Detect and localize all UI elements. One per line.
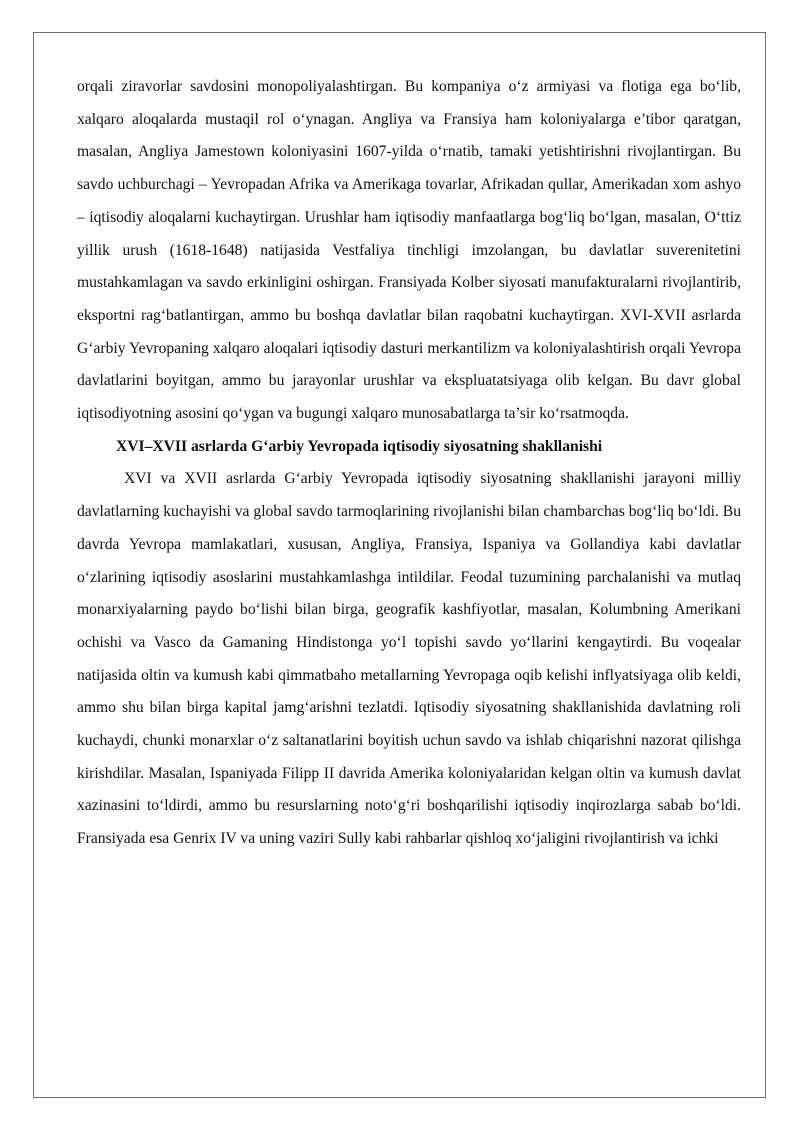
body-paragraph: XVI va XVII asrlarda G‘arbiy Yevropada iqtisodiy siyosatning shakllanishi jarayoni milliy davlatlarning kuchayishi va global savdo tarmoqlarining rivojlanishi bilan chambarchas bog‘liq bo‘ldi. Bu davrda Yevropa mamlakatlari, xususan, Angliya, Fransiya, Ispaniya va Gollandiya kabi davlatlar o‘zlarining iqtisodiy asoslarini mustahkamlashga intildilar. Feodal tuzumining parchalanishi va mutlaq monarxiyalarning paydo bo‘lishi bilan birga, geografik kashfiyotlar, masalan, Kolumbning Amerikani ochishi va Vasco da Gamaning Hindistonga yo‘l topishi savdo yo‘llarini kengaytirdi. Bu voqealar natijasida oltin va kumush kabi qimmatbaho metallarning Yevropaga oqib kelishi inflyatsiyaga olib keldi, ammo shu bilan birga kapital jamg‘arishni tezlatdi. Iqtisodiy siyosatning shakllanishida davlatning roli kuchaydi, chunki monarxlar o‘z saltanatlarini boyitish uchun savdo va ishlab chiqarishni nazorat qilishga kirishdilar. Masalan, Ispaniyada Filipp II davrida Amerika koloniyalaridan kelgan oltin va kumush davlat xazinasini to‘ldirdi, ammo bu resurslarning noto‘g‘ri boshqarilishi iqtisodiy inqirozlarga sabab bo‘ldi. Fransiyada esa Genrix IV va uning vaziri Sully kabi rahbarlar qishloq xo‘jaligini rivojlantirish va ichki [77,470,741,848]
body-paragraph: orqali ziravorlar savdosini monopoliyalashtirgan. Bu kompaniya o‘z armiyasi va flotiga ega bo‘lib, xalqaro aloqalarda mustaqil rol o‘ynagan. Angliya va Fransiya ham koloniyalarga e’tibor qaratgan, masalan, Angliya Jamestown koloniyasini 1607-yilda o‘rnatib, tamaki yetishtirishni rivojlantirgan. Bu savdo uchburchagi – Yevropadan Afrika va Amerikaga tovarlar, Afrikadan qullar, Amerikadan xom ashyo – iqtisodiy aloqalarni kuchaytirgan. Urushlar ham iqtisodiy manfaatlarga bog‘liq bo‘lgan, masalan, O‘ttiz yillik urush (1618-1648) natijasida Vestfaliya tinchligi imzolangan, bu davlatlar suverenitetini mustahkamlagan va savdo erkinligini oshirgan. Fransiyada Kolber siyosati manufakturalarni rivojlantirib, eksportni rag‘batlantirgan, ammo bu boshqa davlatlar bilan raqobatni kuchaytirgan. XVI-XVII asrlarda G‘arbiy Yevropaning xalqaro aloqalari iqtisodiy dasturi merkantilizm va koloniyalashtirish orqali Yevropa davlatlarini boyitgan, ammo bu jarayonlar urushlar va ekspluatatsiyaga olib kelgan. Bu davr global iqtisodiyotning asosini qo‘ygan va bugungi xalqaro munosabatlarga ta’sir ko‘rsatmoqda. [77,78,741,423]
section-heading: XVI–XVII asrlarda G‘arbiy Yevropada iqtisodiy siyosatning shakllanishi [116,437,603,455]
document-body [77,71,741,856]
